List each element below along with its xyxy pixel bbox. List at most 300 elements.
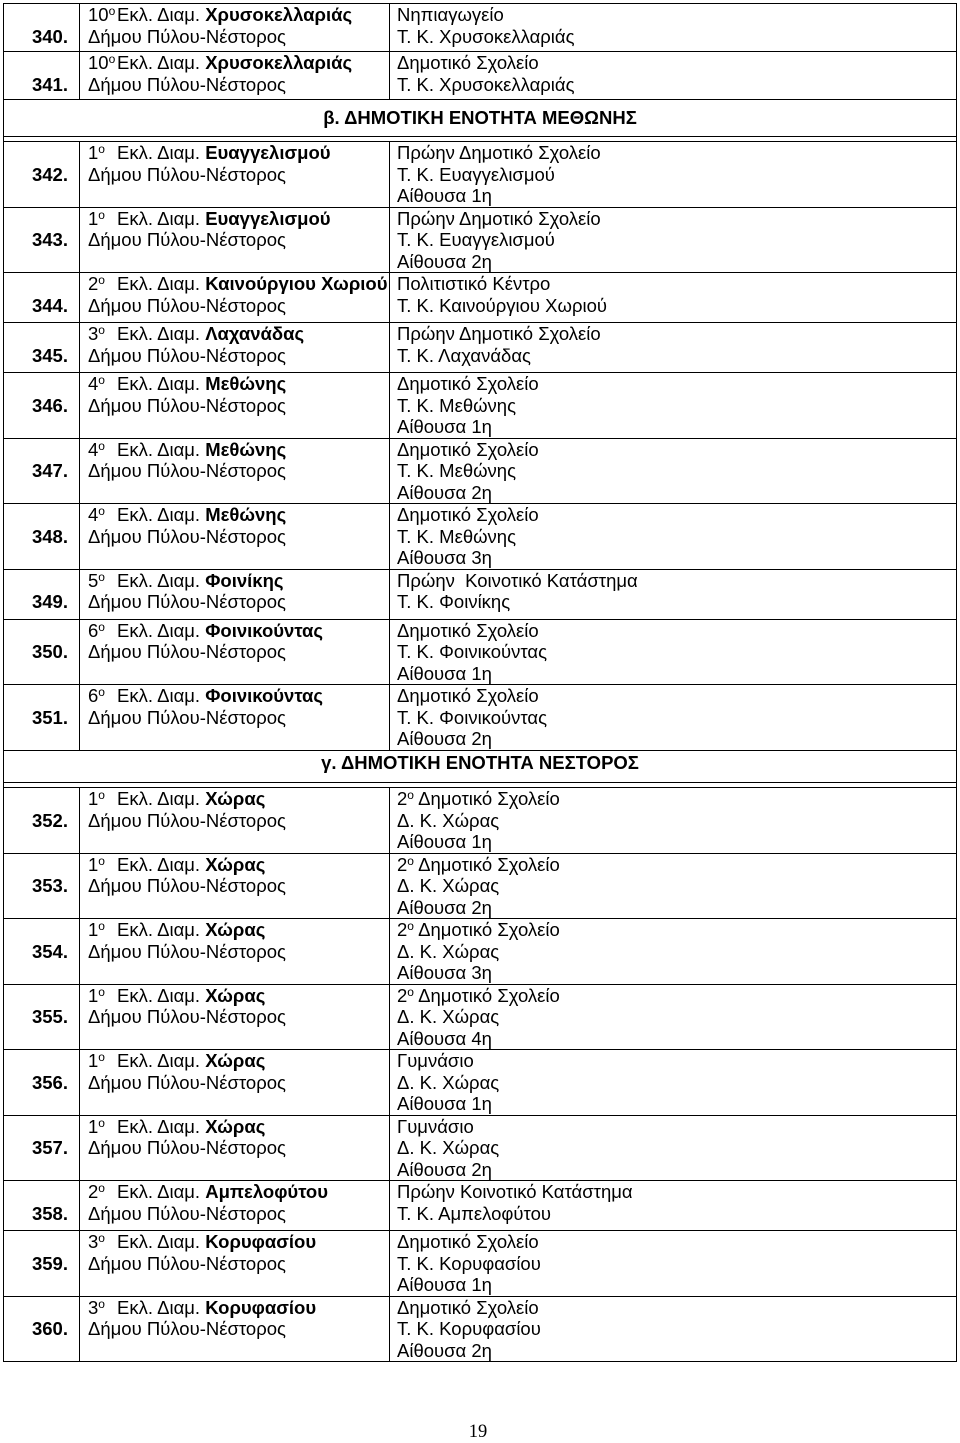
ordinal-number: 2 (88, 1181, 99, 1202)
ordinal-number: 1 (88, 788, 99, 809)
district-ordinal (88, 373, 117, 395)
municipality: Δήμου Πύλου-Νέστορος (88, 294, 286, 316)
location-text: Τ. Κ. Ευαγγελισμού (397, 229, 555, 250)
location-line (397, 663, 956, 685)
location-line (397, 526, 956, 548)
district-cell (80, 1231, 390, 1296)
location-text: Πρώην Δημοτικό Σχολείο (397, 207, 601, 229)
location-text: Πρώην Κοινοτικό Κατάστημα (397, 569, 638, 591)
location-line (397, 1274, 956, 1296)
location-line (397, 1050, 956, 1072)
table-row (3, 4, 957, 52)
location-cell (390, 1231, 956, 1296)
table-row (3, 373, 957, 439)
ordinal-suffix: ο (98, 207, 105, 222)
row-number: 351. (4, 685, 80, 750)
location-line (397, 1231, 956, 1253)
municipality: Δήμου Πύλου-Νέστορος (88, 1006, 286, 1027)
page-number: 19 (468, 1422, 488, 1442)
location-text: Τ. Κ. Ευαγγελισμού (397, 163, 555, 185)
location-text: Δημοτικό Σχολείο (397, 52, 539, 73)
district-line (88, 1297, 389, 1319)
row-number: 354. (4, 919, 80, 984)
ordinal-suffix: ο (98, 569, 105, 584)
location-text: Δημοτικό Σχολείο (397, 619, 539, 641)
location-text: Δημοτικό Σχολείο (397, 504, 539, 525)
location-text: Αίθουσα 2η (397, 1158, 492, 1180)
ordinal-suffix: ο (98, 1296, 105, 1311)
location-ordinal: 2 (397, 853, 408, 875)
location-line (397, 831, 956, 853)
municipality: Δήμου Πύλου-Νέστορος (88, 1137, 286, 1158)
ordinal-suffix: ο (98, 788, 105, 802)
district-prefix: Εκλ. Διαμ. (117, 207, 201, 229)
district-name: Φοινικούντας (205, 619, 324, 641)
district-ordinal (88, 620, 117, 642)
ordinal-number: 1 (88, 919, 99, 940)
location-text: Αίθουσα 2η (397, 481, 492, 503)
district-prefix: Εκλ. Διαμ. (117, 1231, 201, 1252)
location-cell (390, 620, 956, 685)
district-name: Κορυφασίου (205, 1231, 317, 1252)
location-line (397, 547, 956, 569)
table-row (3, 1050, 957, 1116)
row-number: 356. (4, 1050, 80, 1115)
row-number: 348. (4, 504, 80, 569)
district-cell (80, 1297, 390, 1362)
municipality: Δήμου Πύλου-Νέστορος (88, 229, 286, 250)
district-cell (80, 1116, 390, 1181)
location-text: Αίθουσα 1η (397, 831, 492, 852)
ordinal-suffix: ο (98, 1050, 105, 1064)
district-name: Φοινικούντας (205, 685, 324, 706)
location-ordinal: 2 (397, 984, 408, 1006)
district-name: Αμπελοφύτου (205, 1181, 329, 1202)
location-text: Νηπιαγωγείο (397, 4, 504, 25)
district-name: Χώρας (205, 853, 266, 875)
location-line (397, 1072, 956, 1094)
ordinal-number: 4 (88, 438, 99, 460)
ordinal-suffix: ο (98, 273, 105, 287)
location-line (397, 788, 956, 810)
location-text: Αίθουσα 3η (397, 962, 492, 983)
municipality: Δήμου Πύλου-Νέστορος (88, 1318, 286, 1339)
district-line (88, 788, 389, 810)
ordinal-number: 2 (88, 273, 99, 294)
district-name: Ευαγγελισμού (205, 207, 331, 229)
table-row (3, 685, 957, 751)
location-cell (390, 685, 956, 750)
district-ordinal (88, 504, 117, 526)
municipality: Δήμου Πύλου-Νέστορος (88, 25, 286, 47)
location-text: Δ. Κ. Χώρας (397, 1137, 500, 1158)
district-ordinal (88, 1181, 117, 1203)
location-line (397, 810, 956, 832)
district-line (88, 4, 389, 26)
district-cell (80, 919, 390, 984)
location-line (397, 74, 956, 96)
district-line (88, 1050, 389, 1072)
district-ordinal (88, 788, 117, 810)
district-prefix: Εκλ. Διαμ. (117, 919, 201, 940)
location-line (397, 919, 956, 941)
district-prefix: Εκλ. Διαμ. (117, 1115, 201, 1137)
location-cell (390, 4, 956, 51)
table-section (3, 751, 957, 1363)
district-cell (80, 273, 390, 322)
location-text: Δ. Κ. Χώρας (397, 1006, 500, 1027)
ordinal-suffix: ο (407, 984, 414, 999)
location-cell (390, 854, 956, 919)
location-line (397, 295, 956, 317)
table-row (3, 52, 957, 100)
location-line (397, 1006, 956, 1028)
district-cell (80, 985, 390, 1050)
district-ordinal (88, 142, 117, 164)
location-text: Δημοτικό Σχολείο (418, 919, 560, 940)
row-number: 360. (4, 1297, 80, 1362)
location-text: Δημοτικό Σχολείο (397, 685, 539, 706)
location-line (397, 1203, 956, 1225)
table-row (3, 788, 957, 854)
district-line (88, 1116, 389, 1138)
district-cell (80, 504, 390, 569)
location-cell (390, 570, 956, 619)
row-number: 345. (4, 323, 80, 372)
district-ordinal (88, 323, 117, 345)
location-text: Δ. Κ. Χώρας (397, 940, 500, 962)
district-name: Χώρας (205, 919, 266, 940)
ordinal-number: 3 (88, 1231, 99, 1252)
district-ordinal (88, 439, 117, 461)
table-row (3, 985, 957, 1051)
district-ordinal (88, 985, 117, 1007)
location-cell (390, 142, 956, 207)
district-name: Χρυσοκελλαριάς (205, 52, 353, 73)
district-name: Χώρας (205, 1115, 266, 1137)
row-number: 343. (4, 208, 80, 273)
ordinal-number: 10 (88, 52, 109, 73)
ordinal-suffix: ο (98, 504, 105, 518)
municipality: Δήμου Πύλου-Νέστορος (88, 344, 286, 366)
district-prefix: Εκλ. Διαμ. (117, 685, 201, 706)
location-text: Τ. Κ. Αμπελοφύτου (397, 1202, 551, 1224)
section-heading: β. ΔΗΜΟΤΙΚΗ ΕΝΟΤΗΤΑ ΜΕΘΩΝΗΣ (3, 100, 957, 137)
row-number: 344. (4, 273, 80, 322)
table-row (3, 1116, 957, 1182)
location-text: Αίθουσα 2η (397, 1339, 492, 1361)
location-line (397, 4, 956, 26)
district-prefix: Εκλ. Διαμ. (117, 142, 201, 163)
district-cell (80, 439, 390, 504)
location-line (397, 707, 956, 729)
ordinal-suffix: ο (407, 853, 414, 868)
location-line (397, 1116, 956, 1138)
municipality: Δήμου Πύλου-Νέστορος (88, 460, 286, 481)
row-number: 341. (4, 52, 80, 99)
district-ordinal (88, 273, 117, 295)
location-text: Δημοτικό Σχολείο (397, 438, 539, 460)
location-line (397, 1159, 956, 1181)
district-cell (80, 788, 390, 853)
district-line (88, 142, 389, 164)
location-text: Τ. Κ. Φοινικούντας (397, 641, 548, 662)
location-text: Δημοτικό Σχολείο (397, 373, 539, 394)
row-number: 347. (4, 439, 80, 504)
location-text: Δημοτικό Σχολείο (397, 1231, 539, 1252)
table-row (3, 504, 957, 570)
location-line (397, 620, 956, 642)
district-prefix: Εκλ. Διαμ. (117, 52, 201, 73)
location-line (397, 875, 956, 897)
district-prefix: Εκλ. Διαμ. (117, 373, 201, 394)
district-prefix: Εκλ. Διαμ. (117, 438, 201, 460)
district-line (88, 570, 389, 592)
municipality: Δήμου Πύλου-Νέστορος (88, 1252, 286, 1274)
location-line (397, 1253, 956, 1275)
district-line (88, 854, 389, 876)
location-text: Τ. Κ. Κορυφασίου (397, 1252, 541, 1274)
district-name: Καινούργιου Χωριού (205, 273, 388, 294)
location-cell (390, 1181, 956, 1230)
district-ordinal (88, 1297, 117, 1319)
district-cell (80, 1050, 390, 1115)
ordinal-suffix: ο (98, 853, 105, 868)
table-row (3, 273, 957, 323)
district-line (88, 439, 389, 461)
location-line (397, 1318, 956, 1340)
ordinal-number: 10 (88, 4, 109, 25)
district-cell (80, 208, 390, 273)
table-row (3, 439, 957, 505)
row-number: 358. (4, 1181, 80, 1230)
district-line (88, 208, 389, 230)
ordinal-suffix: ο (98, 619, 105, 634)
location-text: Τ. Κ. Μεθώνης (397, 525, 517, 547)
district-cell (80, 323, 390, 372)
location-text: Τ. Κ. Φοινικούντας (397, 706, 548, 728)
location-line (397, 591, 956, 613)
location-text: Γυμνάσιο (397, 1115, 474, 1137)
location-line (397, 897, 956, 919)
district-prefix: Εκλ. Διαμ. (117, 853, 201, 875)
district-cell (80, 52, 390, 99)
location-text: Αίθουσα 3η (397, 547, 492, 568)
location-line (397, 728, 956, 750)
district-line (88, 620, 389, 642)
district-name: Λαχανάδας (205, 323, 305, 344)
table-row (3, 208, 957, 274)
location-text: Τ. Κ. Χρυσοκελλαριάς (397, 25, 575, 47)
district-name: Μεθώνης (205, 373, 287, 394)
location-line (397, 962, 956, 984)
district-name: Χρυσοκελλαριάς (205, 4, 353, 25)
location-text: Πρώην Δημοτικό Σχολείο (397, 323, 601, 344)
row-number: 350. (4, 620, 80, 685)
district-line (88, 504, 389, 526)
location-line (397, 1137, 956, 1159)
location-cell (390, 985, 956, 1050)
district-prefix: Εκλ. Διαμ. (117, 4, 201, 25)
ordinal-number: 1 (88, 853, 99, 875)
polling-stations-table (3, 3, 957, 1362)
location-text: Τ. Κ. Μεθώνης (397, 394, 517, 416)
ordinal-number: 6 (88, 619, 99, 641)
table-row (3, 1181, 957, 1231)
row-number: 346. (4, 373, 80, 438)
ordinal-suffix: ο (108, 4, 116, 18)
row-number: 340. (4, 4, 80, 51)
district-cell (80, 142, 390, 207)
location-cell (390, 1050, 956, 1115)
ordinal-suffix: ο (98, 1181, 105, 1195)
ordinal-suffix: ο (98, 373, 105, 387)
ordinal-suffix: ο (98, 685, 105, 699)
ordinal-suffix: ο (407, 919, 414, 933)
district-ordinal (88, 208, 117, 230)
location-text: Γυμνάσιο (397, 1050, 474, 1071)
table-row (3, 142, 957, 208)
district-cell (80, 4, 390, 51)
location-line (397, 504, 956, 526)
location-line (397, 395, 956, 417)
location-text: Αίθουσα 4η (397, 1027, 492, 1049)
ordinal-number: 3 (88, 323, 99, 344)
ordinal-number: 1 (88, 984, 99, 1006)
district-prefix: Εκλ. Διαμ. (117, 504, 201, 525)
table-row (3, 620, 957, 686)
ordinal-number: 1 (88, 1050, 99, 1071)
location-line (397, 854, 956, 876)
ordinal-number: 1 (88, 142, 99, 163)
district-prefix: Εκλ. Διαμ. (117, 273, 201, 294)
location-text: Τ. Κ. Χρυσοκελλαριάς (397, 73, 575, 95)
municipality: Δήμου Πύλου-Νέστορος (88, 706, 286, 728)
district-ordinal (88, 1050, 117, 1072)
location-text: Πρώην Κοινοτικό Κατάστημα (397, 1181, 633, 1202)
district-name: Χώρας (205, 984, 266, 1006)
district-line (88, 323, 389, 345)
district-ordinal (88, 685, 117, 707)
municipality: Δήμου Πύλου-Νέστορος (88, 940, 286, 962)
table-section (3, 4, 957, 100)
ordinal-number: 4 (88, 504, 99, 525)
location-line (397, 641, 956, 663)
location-text: Αίθουσα 1η (397, 185, 492, 206)
row-number: 359. (4, 1231, 80, 1296)
district-line (88, 685, 389, 707)
location-text: Τ. Κ. Λαχανάδας (397, 344, 531, 366)
district-ordinal (88, 1231, 117, 1253)
district-prefix: Εκλ. Διαμ. (117, 323, 201, 344)
location-text: Δ. Κ. Χώρας (397, 875, 500, 896)
ordinal-suffix: ο (98, 142, 105, 156)
location-line (397, 185, 956, 207)
district-prefix: Εκλ. Διαμ. (117, 788, 201, 809)
district-ordinal (88, 919, 117, 941)
location-cell (390, 208, 956, 273)
location-text: Δημοτικό Σχολείο (418, 984, 560, 1006)
location-line (397, 142, 956, 164)
district-line (88, 1231, 389, 1253)
municipality: Δήμου Πύλου-Νέστορος (88, 809, 286, 831)
location-cell (390, 273, 956, 322)
ordinal-number: 1 (88, 207, 99, 229)
ordinal-suffix: ο (98, 1231, 105, 1245)
location-text: Αίθουσα 1η (397, 1274, 492, 1295)
municipality: Δήμου Πύλου-Νέστορος (88, 394, 286, 416)
district-cell (80, 373, 390, 438)
row-number: 357. (4, 1116, 80, 1181)
district-line (88, 273, 389, 295)
location-line (397, 1093, 956, 1115)
municipality: Δήμου Πύλου-Νέστορος (88, 1202, 286, 1224)
district-name: Ευαγγελισμού (205, 142, 331, 163)
table-row (3, 570, 957, 620)
location-text: Τ. Κ. Μεθώνης (397, 460, 517, 481)
district-ordinal (88, 570, 117, 592)
district-cell (80, 570, 390, 619)
location-line (397, 273, 956, 295)
location-text: Δημοτικό Σχολείο (397, 1296, 539, 1318)
row-number: 342. (4, 142, 80, 207)
table-row (3, 1297, 957, 1363)
municipality: Δήμου Πύλου-Νέστορος (88, 591, 286, 612)
ordinal-suffix: ο (108, 52, 116, 66)
table-row (3, 854, 957, 920)
district-cell (80, 620, 390, 685)
district-name: Κορυφασίου (205, 1296, 317, 1318)
location-text: Δ. Κ. Χώρας (397, 1071, 500, 1093)
table-row (3, 323, 957, 373)
location-line (397, 416, 956, 438)
location-line (397, 570, 956, 592)
ordinal-suffix: ο (98, 1115, 105, 1130)
location-line (397, 373, 956, 395)
ordinal-number: 6 (88, 685, 99, 706)
location-cell (390, 504, 956, 569)
location-line (397, 460, 956, 482)
location-line (397, 208, 956, 230)
location-line (397, 229, 956, 251)
location-text: Πολιτιστικό Κέντρο (397, 273, 551, 294)
ordinal-suffix: ο (98, 323, 105, 337)
district-prefix: Εκλ. Διαμ. (117, 984, 201, 1006)
location-cell (390, 1116, 956, 1181)
row-number: 349. (4, 570, 80, 619)
district-prefix: Εκλ. Διαμ. (117, 1296, 201, 1318)
location-line (397, 941, 956, 963)
location-line (397, 439, 956, 461)
location-line (397, 345, 956, 367)
location-text: Αίθουσα 2η (397, 728, 492, 749)
ordinal-suffix: ο (98, 919, 105, 933)
district-prefix: Εκλ. Διαμ. (117, 569, 201, 591)
district-ordinal (88, 52, 117, 74)
location-text: Τ. Κ. Φοινίκης (397, 591, 511, 612)
district-ordinal (88, 4, 117, 26)
location-ordinal: 2 (397, 788, 408, 809)
row-number: 355. (4, 985, 80, 1050)
municipality: Δήμου Πύλου-Νέστορος (88, 73, 286, 95)
district-prefix: Εκλ. Διαμ. (117, 1050, 201, 1071)
district-line (88, 373, 389, 395)
location-text: Τ. Κ. Κορυφασίου (397, 1318, 541, 1339)
location-line (397, 985, 956, 1007)
location-text: Πρώην Δημοτικό Σχολείο (397, 142, 601, 163)
district-line (88, 919, 389, 941)
location-text: Αίθουσα 2η (397, 250, 492, 272)
